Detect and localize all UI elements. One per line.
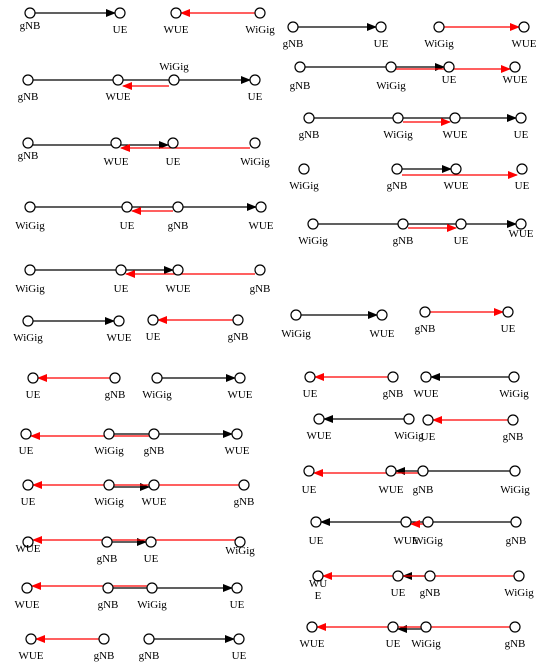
node-label: gNB	[138, 650, 160, 662]
node-label: WiGig	[142, 389, 172, 401]
node-circle	[291, 310, 301, 320]
node-circle	[102, 537, 112, 547]
diagram-8	[299, 113, 529, 141]
diagram-12	[15, 265, 270, 295]
diagram-23	[421, 415, 524, 443]
node-label: WiGig	[240, 156, 270, 168]
node-circle	[149, 480, 159, 490]
node-label: UE	[420, 431, 436, 443]
node-label: UE	[453, 235, 469, 247]
node-label: WiGig	[13, 332, 43, 344]
node-circle	[421, 622, 431, 632]
node-label: gNB	[17, 91, 39, 103]
node-label: WUE	[443, 180, 469, 192]
node-circle	[314, 414, 324, 424]
node-circle	[152, 373, 162, 383]
diagram-1	[20, 8, 128, 36]
diagram-6	[290, 62, 528, 92]
node-circle	[234, 634, 244, 644]
node-label: WiGig	[94, 445, 124, 457]
node-label: WiGig	[245, 24, 275, 36]
node-circle	[26, 634, 36, 644]
node-circle	[25, 265, 35, 275]
node-label: gNB	[17, 150, 39, 162]
node-label: WiGig	[504, 587, 534, 599]
node-label: UE	[385, 638, 401, 650]
diagram-15	[281, 310, 395, 340]
node-label: WUE	[299, 638, 325, 650]
node-label: WiGig	[225, 545, 255, 557]
node-circle	[393, 113, 403, 123]
node-label: UE	[247, 91, 263, 103]
node-circle	[114, 316, 124, 326]
node-circle	[517, 164, 527, 174]
node-label: WUE	[14, 599, 40, 611]
node-label: gNB	[386, 180, 408, 192]
node-circle	[434, 22, 444, 32]
node-circle	[299, 164, 309, 174]
node-circle	[235, 373, 245, 383]
node-label: gNB	[19, 20, 41, 32]
diagram-20	[413, 372, 529, 400]
node-circle	[250, 138, 260, 148]
node-circle	[376, 22, 386, 32]
node-circle	[305, 372, 315, 382]
node-label: UE	[500, 323, 516, 335]
node-circle	[255, 265, 265, 275]
node-label: WiGig	[298, 235, 328, 247]
diagram-14	[146, 315, 249, 343]
node-label: UE	[373, 38, 389, 50]
diagram-3	[283, 22, 389, 50]
node-label: WiGig	[94, 496, 124, 508]
node-circle	[510, 622, 520, 632]
node-circle	[255, 8, 265, 18]
node-label: WUE	[18, 650, 44, 662]
node-label: WUE	[141, 496, 167, 508]
node-circle	[25, 202, 35, 212]
diagram-29	[309, 571, 534, 602]
node-circle	[514, 571, 524, 581]
node-circle	[304, 466, 314, 476]
node-label: WUE	[248, 220, 274, 232]
node-label: WUE	[508, 228, 534, 240]
node-circle	[110, 373, 120, 383]
node-circle	[456, 219, 466, 229]
node-label: gNB	[167, 220, 189, 232]
node-circle	[232, 583, 242, 593]
node-label: WiGig	[159, 61, 189, 73]
node-circle	[393, 571, 403, 581]
node-circle	[23, 75, 33, 85]
node-label: WiGig	[383, 129, 413, 141]
node-label: WiGig	[411, 638, 441, 650]
diagram-31	[139, 634, 247, 662]
diagram-21	[19, 429, 250, 457]
node-circle	[146, 537, 156, 547]
node-circle	[386, 466, 396, 476]
node-label: WiGig	[15, 220, 45, 232]
node-label: WUE	[224, 445, 250, 457]
node-circle	[23, 316, 33, 326]
node-circle	[392, 164, 402, 174]
diagram-32	[299, 622, 525, 650]
node-label: UE	[25, 389, 41, 401]
node-label: gNB	[143, 445, 165, 457]
node-circle	[386, 62, 396, 72]
node-label: gNB	[93, 650, 115, 662]
diagram-16	[415, 307, 516, 335]
node-label: gNB	[502, 431, 524, 443]
diagram-2	[163, 8, 275, 36]
node-circle	[304, 113, 314, 123]
node-circle	[307, 622, 317, 632]
diagram-24	[21, 480, 255, 508]
node-label: WiGig	[413, 535, 443, 547]
diagrams-layer	[13, 8, 537, 662]
node-circle	[233, 315, 243, 325]
node-label: WiGig	[499, 388, 529, 400]
node-label: gNB	[249, 283, 271, 295]
node-circle	[28, 373, 38, 383]
node-circle	[519, 22, 529, 32]
node-label: gNB	[97, 599, 119, 611]
node-label: UE	[145, 331, 161, 343]
node-label: WUE	[165, 283, 191, 295]
node-label: WiGig	[500, 484, 530, 496]
node-label: UE	[390, 587, 406, 599]
node-circle	[295, 62, 305, 72]
node-circle	[508, 415, 518, 425]
node-label: UE	[302, 388, 318, 400]
node-label: WUE	[15, 543, 41, 555]
node-circle	[250, 75, 260, 85]
node-label: WUE	[105, 91, 131, 103]
node-label: UE	[231, 650, 247, 662]
diagram-22	[306, 414, 424, 442]
node-circle	[111, 138, 121, 148]
node-label: WUE	[511, 38, 537, 50]
node-label: UE	[119, 220, 135, 232]
node-circle	[423, 415, 433, 425]
diagram-28	[14, 583, 244, 611]
node-circle	[311, 517, 321, 527]
node-circle	[103, 583, 113, 593]
node-label: WUE	[163, 24, 189, 36]
node-circle	[232, 429, 242, 439]
node-circle	[21, 429, 31, 439]
node-circle	[398, 219, 408, 229]
node-circle	[173, 265, 183, 275]
node-label: WiGig	[394, 430, 424, 442]
node-label: gNB	[227, 331, 249, 343]
node-label: gNB	[504, 638, 526, 650]
node-circle	[144, 634, 154, 644]
node-circle	[25, 8, 35, 18]
node-label: gNB	[412, 484, 434, 496]
node-label: UE	[513, 129, 529, 141]
node-circle	[503, 307, 513, 317]
node-label: WUE	[413, 388, 439, 400]
node-label: UE	[301, 484, 317, 496]
node-circle	[450, 113, 460, 123]
node-circle	[23, 480, 33, 490]
node-label: WiGig	[424, 38, 454, 50]
node-circle	[288, 22, 298, 32]
node-circle	[511, 517, 521, 527]
node-label: UE	[441, 74, 457, 86]
node-label: gNB	[392, 235, 414, 247]
diagram-5	[18, 61, 263, 103]
node-label: WU E	[308, 578, 328, 602]
node-label: UE	[514, 180, 530, 192]
node-label: WUE	[227, 389, 253, 401]
node-circle	[404, 414, 414, 424]
node-circle	[451, 164, 461, 174]
node-circle	[510, 62, 520, 72]
node-label: UE	[229, 599, 245, 611]
node-label: WUE	[378, 484, 404, 496]
node-label: WiGig	[137, 599, 167, 611]
node-label: WUE	[502, 74, 528, 86]
node-label: gNB	[282, 38, 304, 50]
node-circle	[509, 372, 519, 382]
node-circle	[444, 62, 454, 72]
diagram-10	[15, 202, 274, 232]
node-label: WiGig	[15, 283, 45, 295]
node-label: UE	[20, 496, 36, 508]
node-circle	[425, 571, 435, 581]
node-circle	[510, 466, 520, 476]
node-label: gNB	[289, 80, 311, 92]
node-label: UE	[113, 283, 129, 295]
node-label: WUE	[103, 156, 129, 168]
diagram-11	[298, 219, 534, 247]
node-label: WiGig	[281, 328, 311, 340]
node-circle	[421, 372, 431, 382]
diagram-18	[142, 373, 253, 401]
node-label: WiGig	[289, 180, 319, 192]
node-label: gNB	[419, 587, 441, 599]
node-label: WUE	[442, 129, 468, 141]
node-circle	[171, 8, 181, 18]
node-circle	[308, 219, 318, 229]
node-label: WiGig	[376, 80, 406, 92]
node-label: WUE	[393, 535, 419, 547]
diagram-9	[289, 164, 529, 192]
node-label: gNB	[104, 389, 126, 401]
diagram-26	[15, 537, 255, 565]
node-circle	[168, 138, 178, 148]
node-circle	[147, 583, 157, 593]
node-label: WUE	[106, 332, 132, 344]
node-label: WUE	[369, 328, 395, 340]
node-circle	[423, 517, 433, 527]
node-circle	[256, 202, 266, 212]
node-circle	[516, 113, 526, 123]
node-label: gNB	[414, 323, 436, 335]
node-circle	[104, 429, 114, 439]
node-label: UE	[165, 156, 181, 168]
node-circle	[173, 202, 183, 212]
node-circle	[169, 75, 179, 85]
node-circle	[148, 315, 158, 325]
node-circle	[388, 622, 398, 632]
diagram-7	[18, 138, 271, 168]
diagram-17	[26, 373, 126, 401]
node-label: gNB	[505, 535, 527, 547]
diagram-27	[309, 517, 527, 547]
node-circle	[22, 583, 32, 593]
node-circle	[377, 310, 387, 320]
node-circle	[99, 634, 109, 644]
node-circle	[113, 75, 123, 85]
node-circle	[239, 480, 249, 490]
node-label: UE	[308, 535, 324, 547]
node-circle	[401, 517, 411, 527]
diagram-25	[302, 466, 531, 496]
node-circle	[115, 8, 125, 18]
diagram-13	[13, 316, 132, 344]
node-label: gNB	[382, 388, 404, 400]
diagram-19	[303, 372, 404, 400]
node-label: UE	[143, 553, 159, 565]
node-label: UE	[18, 445, 34, 457]
node-circle	[418, 466, 428, 476]
node-circle	[122, 202, 132, 212]
node-label: gNB	[233, 496, 255, 508]
node-circle	[149, 429, 159, 439]
node-label: gNB	[96, 553, 118, 565]
diagram-4	[424, 22, 537, 50]
node-circle	[23, 138, 33, 148]
node-circle	[388, 372, 398, 382]
node-circle	[104, 480, 114, 490]
node-label: gNB	[298, 129, 320, 141]
node-label: UE	[112, 24, 128, 36]
node-label: WUE	[306, 430, 332, 442]
diagram-30	[18, 634, 114, 662]
node-circle	[420, 307, 430, 317]
node-circle	[116, 265, 126, 275]
